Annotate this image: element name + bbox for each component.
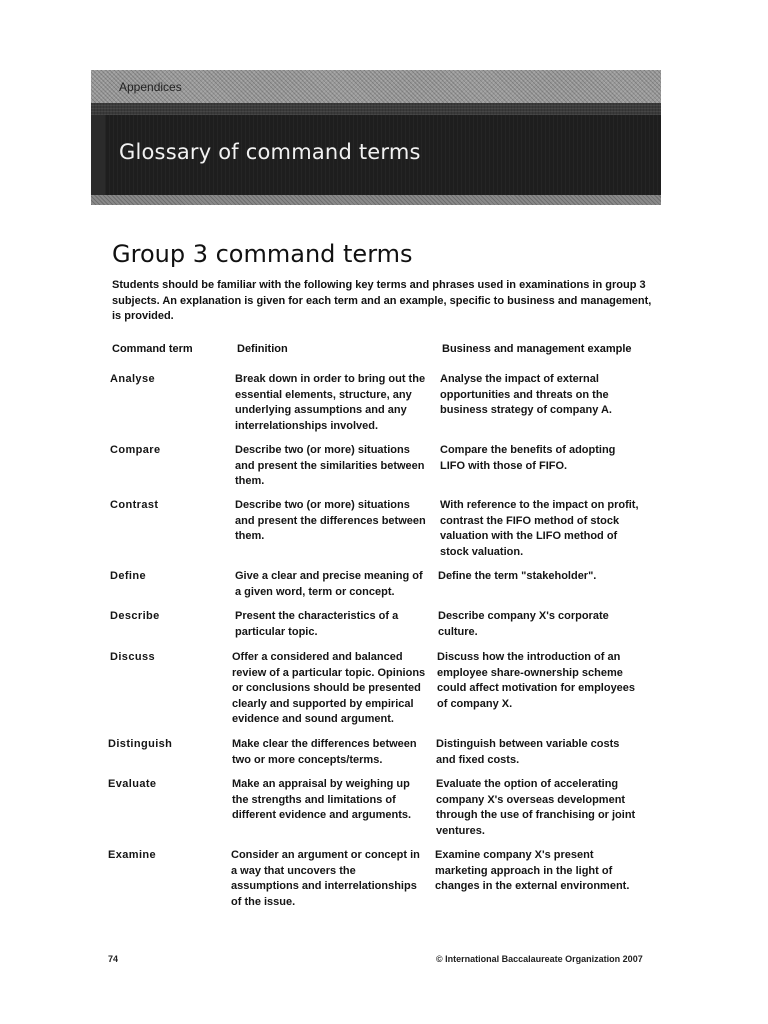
page-number: 74 <box>108 954 119 964</box>
definition: Describe two (or more) situations and present the similarities between them. <box>235 444 425 487</box>
command-term: Contrast <box>110 499 159 511</box>
definition: Describe two (or more) situations and present the differences between them. <box>235 499 426 542</box>
example: With reference to the impact on profit, contrast the FIFO method of stock valuation with the LIFO method of stock valuation. <box>440 499 639 558</box>
column-header-definition: Definition <box>237 343 288 355</box>
definition: Make an appraisal by weighing up the strengths and limitations of different evidence and arguments. <box>232 778 412 821</box>
page-title: Glossary of command terms <box>119 140 421 164</box>
example: Analyse the impact of external opportunities and threats on the business strategy of company A. <box>440 373 612 416</box>
definition: Present the characteristics of a particular topic. <box>235 610 399 638</box>
command-term: Discuss <box>110 651 155 663</box>
command-term: Distinguish <box>108 738 173 750</box>
copyright: © International Baccalaureate Organization 2007 <box>436 954 643 964</box>
banner-top-strip <box>91 70 661 103</box>
definition: Break down in order to bring out the essential elements, structure, any underlying assumptions and any interrelationships involved. <box>235 373 426 432</box>
example: Define the term "stakeholder". <box>438 570 597 582</box>
column-header-example: Business and management example <box>442 343 632 355</box>
column-header-command-term: Command term <box>112 343 193 355</box>
command-term: Examine <box>108 849 157 861</box>
example: Discuss how the introduction of an employee share-ownership scheme could affect motivation for employees of company X. <box>437 651 636 710</box>
header-banner <box>91 70 661 205</box>
definition: Make clear the differences between two or more concepts/terms. <box>232 738 417 766</box>
definition: Offer a considered and balanced review of a particular topic. Opinions or conclusions should be presented clearly and supported by empirical evidence and sound argument. <box>232 651 426 725</box>
banner-bottom-strip <box>91 195 661 205</box>
example: Compare the benefits of adopting LIFO with those of FIFO. <box>440 444 616 472</box>
command-term: Describe <box>110 610 160 622</box>
definition: Consider an argument or concept in a way that uncovers the assumptions and interrelationships of the issue. <box>231 849 420 908</box>
command-term: Analyse <box>110 373 155 385</box>
example: Evaluate the option of accelerating company X's overseas development through the use of franchising or joint ventures. <box>436 778 636 837</box>
definition: Give a clear and precise meaning of a given word, term or concept. <box>235 570 423 598</box>
example: Describe company X's corporate culture. <box>438 610 609 638</box>
example: Distinguish between variable costs and fixed costs. <box>436 738 620 766</box>
section-label: Appendices <box>119 80 182 94</box>
example: Examine company X's present marketing approach in the light of changes in the external environment. <box>435 849 630 892</box>
intro-paragraph: Students should be familiar with the following key terms and phrases used in examinations in group 3 subjects. An explanation is given for each term and an example, specific to business and management, is provided. <box>112 279 652 322</box>
section-title: Group 3 command terms <box>112 240 413 268</box>
command-term: Compare <box>110 444 161 456</box>
command-term: Evaluate <box>108 778 157 790</box>
command-term: Define <box>110 570 147 582</box>
